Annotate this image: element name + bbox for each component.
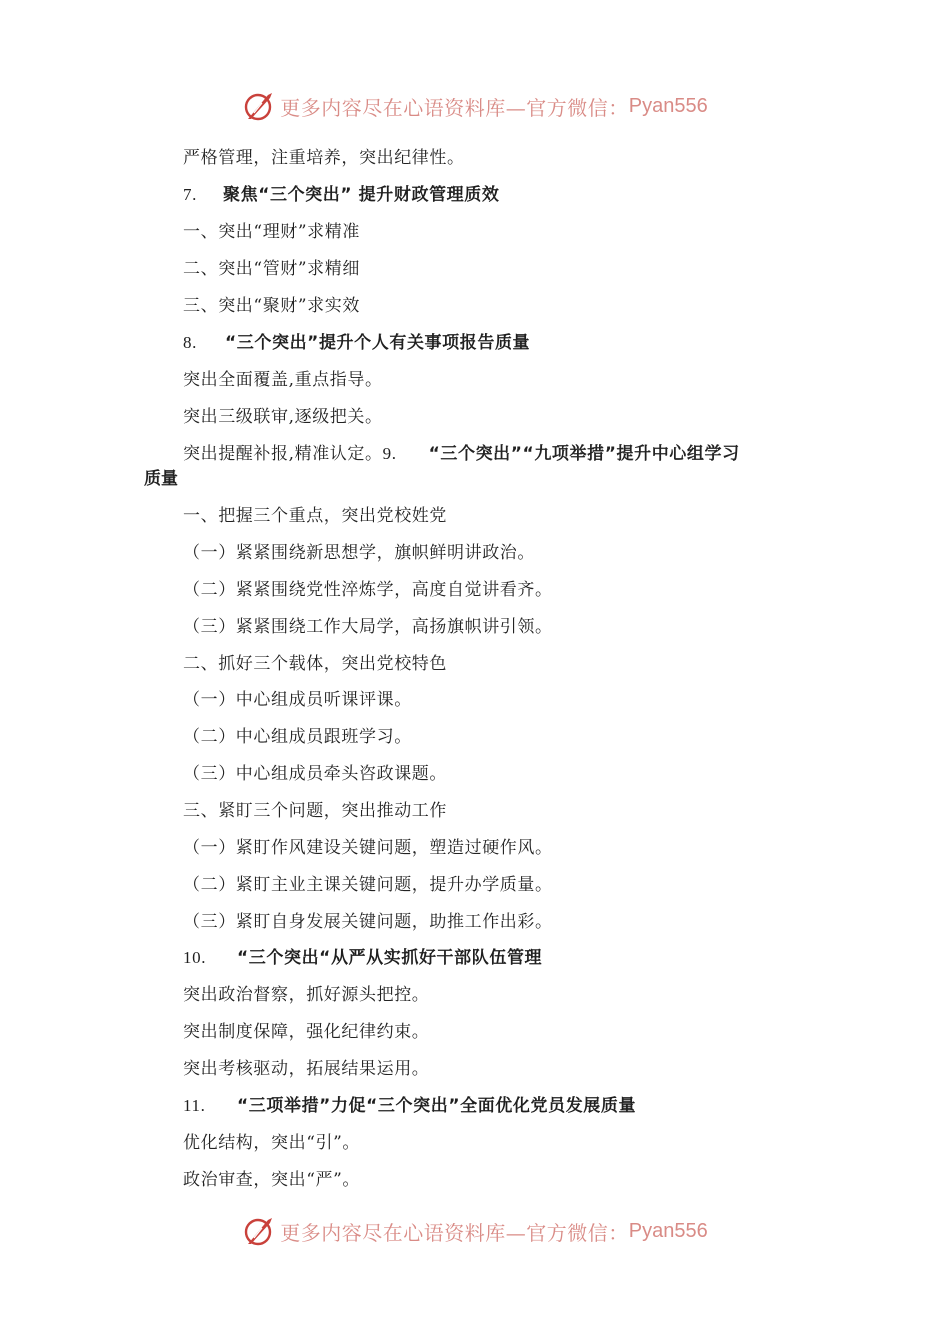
list-item: 突出全面覆盖,重点指导。: [183, 370, 383, 390]
list-item: （一）紧盯作风建设关键问题，塑造过硬作风。: [183, 838, 553, 858]
heading-number: 11.: [183, 1096, 206, 1115]
section-heading-7: [183, 183, 499, 207]
header-watermark: [0, 86, 950, 126]
heading-number: 10.: [183, 948, 207, 967]
list-item: （三）紧紧围绕工作大局学，高扬旗帜讲引领。: [183, 617, 553, 637]
watermark-wechat-id: Pyan556: [628, 1219, 708, 1242]
list-item: （一）紧紧围绕新思想学，旗帜鲜明讲政治。: [183, 543, 535, 563]
list-item: 突出考核驱动，拓展结果运用。: [183, 1059, 430, 1079]
section-heading-8: [183, 331, 530, 355]
watermark-text: 更多内容尽在心语资料库—官方微信：: [280, 95, 629, 120]
list-item: 一、把握三个重点，突出党校姓党: [183, 506, 447, 526]
list-item: 突出提醒补报,精准认定。: [183, 444, 383, 464]
heading-number: 7.: [183, 185, 197, 204]
mixed-line: [183, 442, 740, 466]
heading-text: 聚焦“三个突出” 提升财政管理质效: [223, 185, 500, 205]
watermark-text: 更多内容尽在心语资料库—官方微信：: [280, 1220, 629, 1245]
section-heading-10: [183, 946, 542, 970]
list-item: 三、紧盯三个问题，突出推动工作: [183, 801, 447, 821]
list-item: 优化结构，突出“引”。: [183, 1133, 360, 1153]
heading-text: “三个突出“从严从实抓好干部队伍管理: [237, 948, 543, 968]
heading-number: 9.: [382, 444, 397, 463]
section-heading-11: [183, 1094, 636, 1118]
heading-text: “三项举措”力促“三个突出”全面优化党员发展质量: [237, 1096, 637, 1116]
heading-continuation: 质量: [144, 469, 178, 489]
list-item: 二、抓好三个载体，突出党校特色: [183, 654, 447, 674]
quill-logo-icon: [242, 89, 276, 123]
section-heading-9: “三个突出”“九项举措”提升中心组学习: [428, 444, 740, 464]
text-line: 严格管理，注重培养，突出纪律性。: [183, 148, 465, 168]
footer-watermark: [0, 1211, 950, 1251]
list-item: （一）中心组成员听课评课。: [183, 690, 412, 710]
list-item: （二）紧紧围绕党性淬炼学，高度自觉讲看齐。: [183, 580, 553, 600]
heading-number: 8.: [183, 333, 197, 352]
list-item: （三）中心组成员牵头咨政课题。: [183, 764, 447, 784]
list-item: 二、突出“管财”求精细: [183, 259, 360, 279]
list-item: 突出三级联审,逐级把关。: [183, 407, 383, 427]
list-item: 政治审查，突出“严”。: [183, 1170, 360, 1190]
list-item: （二）紧盯主业主课关键问题，提升办学质量。: [183, 875, 553, 895]
heading-text: “三个突出”提升个人有关事项报告质量: [225, 333, 531, 353]
list-item: （三）紧盯自身发展关键问题，助推工作出彩。: [183, 912, 553, 932]
quill-logo-icon: [242, 1214, 276, 1248]
list-item: 突出制度保障，强化纪律约束。: [183, 1022, 430, 1042]
list-item: 突出政治督察，抓好源头把控。: [183, 985, 430, 1005]
list-item: 三、突出“聚财”求实效: [183, 296, 360, 316]
list-item: 一、突出“理财”求精准: [183, 222, 360, 242]
watermark-wechat-id: Pyan556: [628, 94, 708, 117]
list-item: （二）中心组成员跟班学习。: [183, 727, 412, 747]
